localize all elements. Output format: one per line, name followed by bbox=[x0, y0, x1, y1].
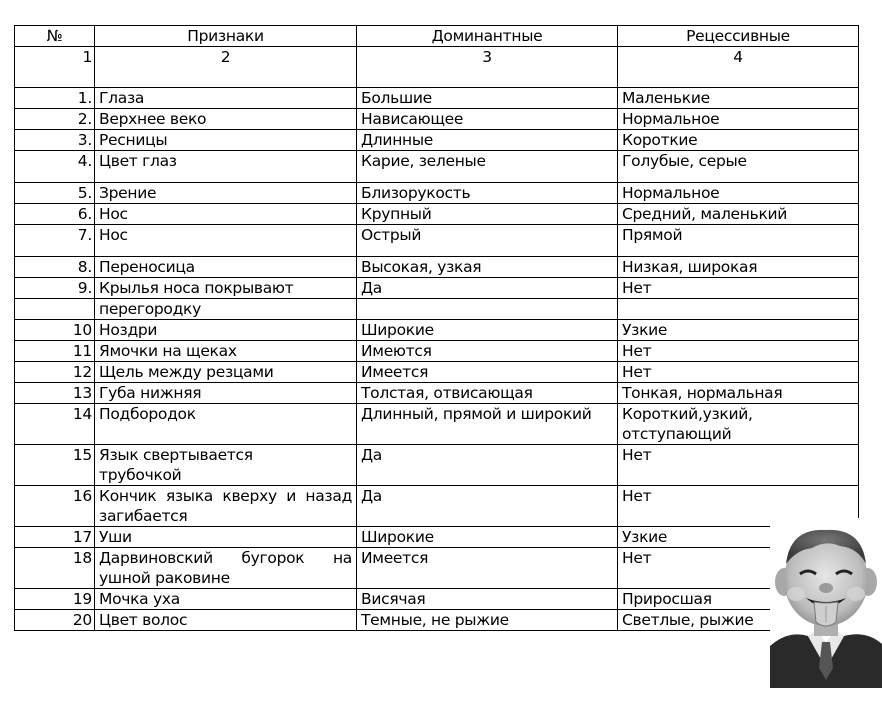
row-dominant: Широкие bbox=[357, 527, 618, 548]
row-recessive: Нормальное bbox=[618, 183, 859, 204]
table-row bbox=[15, 527, 859, 548]
row-trait: Губа нижняя bbox=[95, 383, 357, 404]
row-trait: перегородку bbox=[95, 299, 357, 320]
row-dominant: Висячая bbox=[357, 589, 618, 610]
row-number: 12 bbox=[15, 362, 95, 383]
row-trait: Нос bbox=[95, 225, 357, 257]
table-row bbox=[15, 88, 859, 109]
row-recessive: Узкие bbox=[618, 320, 859, 341]
row-dominant: Да bbox=[357, 486, 618, 527]
row-trait: Зрение bbox=[95, 183, 357, 204]
row-recessive: Нет bbox=[618, 486, 859, 527]
table-row bbox=[15, 320, 859, 341]
row-dominant: Длинные bbox=[357, 130, 618, 151]
row-dominant: Близорукость bbox=[357, 183, 618, 204]
row-dominant: Острый bbox=[357, 225, 618, 257]
row-trait: Верхнее веко bbox=[95, 109, 357, 130]
row-recessive: Нормальное bbox=[618, 109, 859, 130]
header-recessive: Рецессивные bbox=[618, 26, 859, 47]
table-row bbox=[15, 130, 859, 151]
row-recessive: Светлые, рыжие bbox=[618, 610, 859, 631]
row-number: 14 bbox=[15, 404, 95, 445]
row-number: 5. bbox=[15, 183, 95, 204]
row-trait: Подбородок bbox=[95, 404, 357, 445]
table-row bbox=[15, 404, 859, 445]
row-dominant: Имеется bbox=[357, 362, 618, 383]
row-recessive: Нет bbox=[618, 445, 859, 486]
header-num: № bbox=[15, 26, 95, 47]
row-recessive bbox=[618, 299, 859, 320]
row-recessive: Короткий,узкий, отступающий bbox=[618, 404, 859, 445]
table-row bbox=[15, 486, 859, 527]
row-number: 11 bbox=[15, 341, 95, 362]
row-recessive: Нет bbox=[618, 278, 859, 299]
row-dominant: Толстая, отвисающая bbox=[357, 383, 618, 404]
row-recessive: Короткие bbox=[618, 130, 859, 151]
table-row bbox=[15, 548, 859, 589]
column-number-1: 1 bbox=[15, 47, 95, 88]
row-recessive: Нет bbox=[618, 341, 859, 362]
row-number: 20 bbox=[15, 610, 95, 631]
row-dominant: Длинный, прямой и широкий bbox=[357, 404, 618, 445]
table-row bbox=[15, 183, 859, 204]
table-row bbox=[15, 204, 859, 225]
row-dominant: Высокая, узкая bbox=[357, 257, 618, 278]
row-dominant: Большие bbox=[357, 88, 618, 109]
child-tongue-photo bbox=[770, 518, 882, 688]
column-number-4: 4 bbox=[618, 47, 859, 88]
column-number-row bbox=[15, 47, 859, 88]
header-dominant: Доминантные bbox=[357, 26, 618, 47]
row-trait: Переносица bbox=[95, 257, 357, 278]
row-recessive: Прямой bbox=[618, 225, 859, 257]
row-dominant bbox=[357, 299, 618, 320]
row-number: 17 bbox=[15, 527, 95, 548]
row-dominant: Широкие bbox=[357, 320, 618, 341]
row-trait: Уши bbox=[95, 527, 357, 548]
table-row bbox=[15, 257, 859, 278]
row-recessive: Средний, маленький bbox=[618, 204, 859, 225]
row-trait: Цвет волос bbox=[95, 610, 357, 631]
row-trait: Ямочки на щеках bbox=[95, 341, 357, 362]
row-dominant: Темные, не рыжие bbox=[357, 610, 618, 631]
column-number-2: 2 bbox=[95, 47, 357, 88]
row-number: 8. bbox=[15, 257, 95, 278]
row-trait: Щель между резцами bbox=[95, 362, 357, 383]
row-recessive: Голубые, серые bbox=[618, 151, 859, 183]
row-recessive: Низкая, широкая bbox=[618, 257, 859, 278]
table-row bbox=[15, 151, 859, 183]
table-row bbox=[15, 445, 859, 486]
row-trait: Нос bbox=[95, 204, 357, 225]
row-number: 1. bbox=[15, 88, 95, 109]
table-row bbox=[15, 610, 859, 631]
row-number: 2. bbox=[15, 109, 95, 130]
header-row bbox=[15, 26, 859, 47]
row-number: 16 bbox=[15, 486, 95, 527]
row-number: 3. bbox=[15, 130, 95, 151]
row-recessive: Тонкая, нормальная bbox=[618, 383, 859, 404]
row-dominant: Карие, зеленые bbox=[357, 151, 618, 183]
row-number bbox=[15, 299, 95, 320]
row-trait: Мочка уха bbox=[95, 589, 357, 610]
table-row bbox=[15, 341, 859, 362]
table-row bbox=[15, 278, 859, 299]
row-recessive: Маленькие bbox=[618, 88, 859, 109]
row-trait: Ресницы bbox=[95, 130, 357, 151]
row-dominant: Да bbox=[357, 278, 618, 299]
header-trait: Признаки bbox=[95, 26, 357, 47]
row-trait: Язык свертывается трубочкой bbox=[95, 445, 357, 486]
row-dominant: Имеется bbox=[357, 548, 618, 589]
row-number: 15 bbox=[15, 445, 95, 486]
table-row bbox=[15, 109, 859, 130]
table-row bbox=[15, 362, 859, 383]
row-recessive: Приросшая bbox=[618, 589, 859, 610]
row-dominant: Да bbox=[357, 445, 618, 486]
table-row bbox=[15, 589, 859, 610]
row-recessive: Нет bbox=[618, 362, 859, 383]
column-number-3: 3 bbox=[357, 47, 618, 88]
row-number: 10 bbox=[15, 320, 95, 341]
row-trait: Цвет глаз bbox=[95, 151, 357, 183]
row-trait: Ноздри bbox=[95, 320, 357, 341]
row-recessive: Узкие bbox=[618, 527, 859, 548]
row-trait: Дарвиновский бугорок на ушной раковине bbox=[95, 548, 357, 589]
row-number: 7. bbox=[15, 225, 95, 257]
table-row bbox=[15, 383, 859, 404]
row-number: 18 bbox=[15, 548, 95, 589]
row-dominant: Имеются bbox=[357, 341, 618, 362]
table-row bbox=[15, 225, 859, 257]
row-trait: Глаза bbox=[95, 88, 357, 109]
row-number: 19 bbox=[15, 589, 95, 610]
row-dominant: Нависающее bbox=[357, 109, 618, 130]
row-number: 13 bbox=[15, 383, 95, 404]
row-trait: Крылья носа покрывают bbox=[95, 278, 357, 299]
row-dominant: Крупный bbox=[357, 204, 618, 225]
row-number: 6. bbox=[15, 204, 95, 225]
row-recessive: Нет bbox=[618, 548, 859, 589]
row-trait: Кончик языка кверху и назад загибается bbox=[95, 486, 357, 527]
row-number: 4. bbox=[15, 151, 95, 183]
table-row bbox=[15, 299, 859, 320]
traits-table bbox=[14, 25, 859, 631]
row-number: 9. bbox=[15, 278, 95, 299]
